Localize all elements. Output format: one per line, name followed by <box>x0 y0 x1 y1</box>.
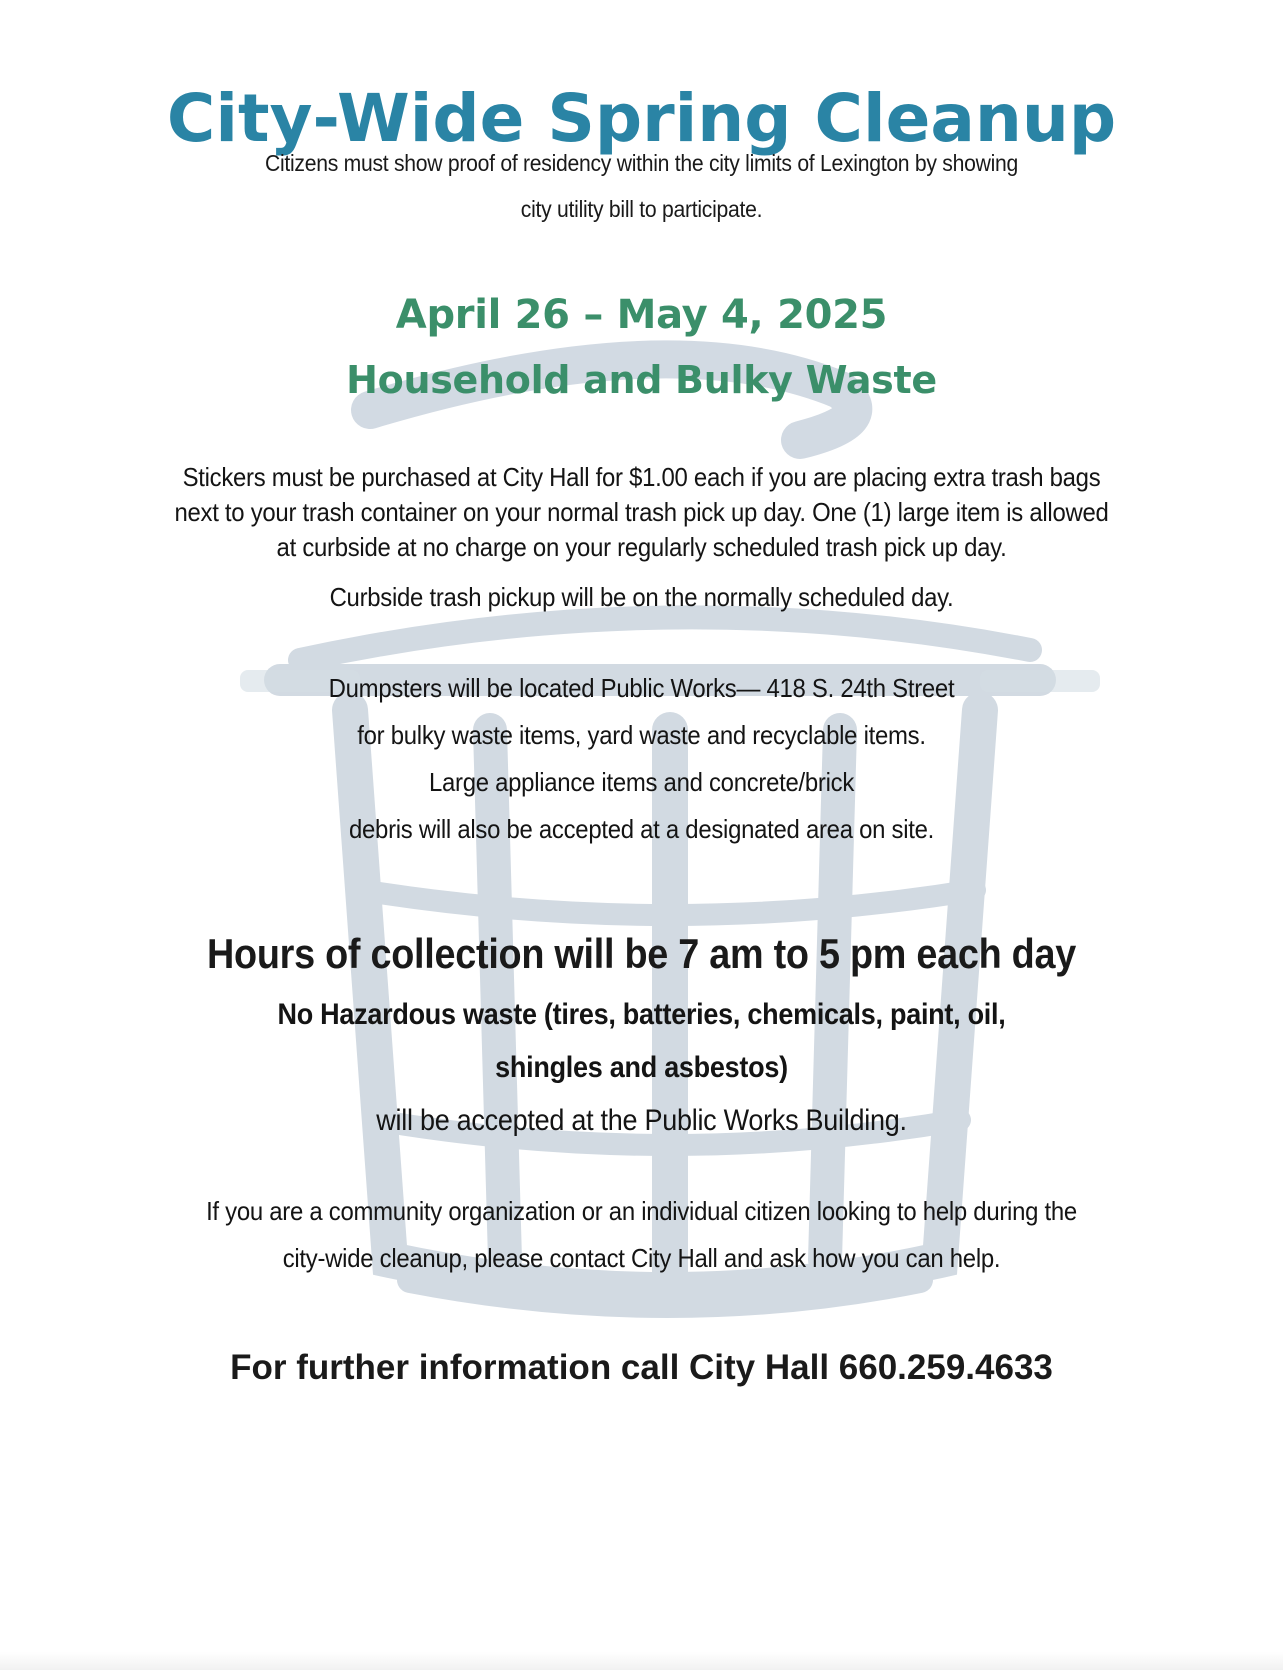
collection-hours: Hours of collection will be 7 am to 5 pm each day <box>206 930 1076 977</box>
dumpster-line-3: Large appliance items and concrete/brick <box>428 767 855 797</box>
hazardous-line-3: will be accepted at the Public Works Building. <box>376 1104 907 1137</box>
contact-phone: For further information call City Hall 660.259.4633 <box>230 1348 1053 1387</box>
event-subtitle: Household and Bulky Waste <box>346 358 937 402</box>
flyer-title: City-Wide Spring Cleanup <box>166 80 1117 157</box>
residency-line-2: city utility bill to participate. <box>520 196 763 222</box>
dumpster-line-4: debris will also be accepted at a designated area on site. <box>348 814 935 844</box>
stickers-line-3: at curbside at no charge on your regularly scheduled trash pick up day. <box>276 532 1007 562</box>
dumpster-line-2: for bulky waste items, yard waste and recyclable items. <box>357 720 926 750</box>
stickers-line-2: next to your trash container on your normal trash pick up day. One (1) large item is allowed <box>174 497 1109 527</box>
help-line-2: city-wide cleanup, please contact City Hall and ask how you can help. <box>282 1243 1001 1273</box>
hazardous-line-1: No Hazardous waste (tires, batteries, chemicals, paint, oil, <box>277 998 1006 1031</box>
stickers-line-1: Stickers must be purchased at City Hall for $1.00 each if you are placing extra trash bags <box>182 462 1101 492</box>
curbside-note: Curbside trash pickup will be on the normally scheduled day. <box>329 582 954 612</box>
dumpster-line-1: Dumpsters will be located Public Works— 418 S. 24th Street <box>328 673 955 703</box>
help-line-1: If you are a community organization or an individual citizen looking to help during the <box>206 1196 1077 1226</box>
hazardous-line-2: shingles and asbestos) <box>495 1051 788 1084</box>
residency-line-1: Citizens must show proof of residency within the city limits of Lexington by showing <box>264 150 1019 176</box>
event-dates: April 26 – May 4, 2025 <box>395 292 888 338</box>
